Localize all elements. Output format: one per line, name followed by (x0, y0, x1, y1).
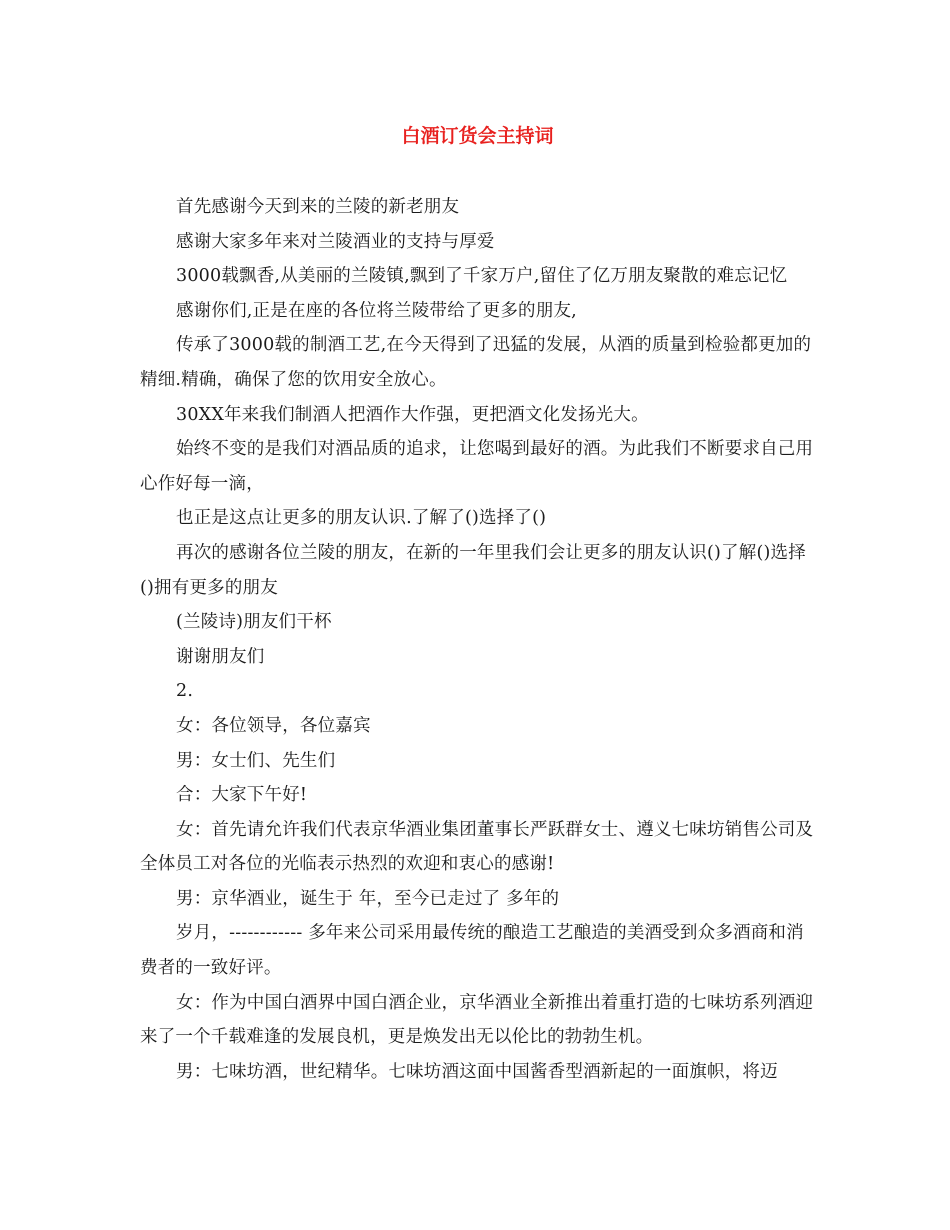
document-page (140, 118, 815, 1089)
paragraph: (兰陵诗)朋友们干杯 (176, 612, 332, 633)
paragraph: 男：京华酒业，诞生于 年，至今已走过了 多年的 (176, 888, 560, 909)
paragraph: 首先感谢今天到来的兰陵的新老朋友 (176, 197, 460, 217)
paragraph: 传承了3000载的制酒工艺,在今天得到了迅猛的发展，从酒的质量到检验都更加的精细.精确，确保了您的饮用安全放心。 (140, 335, 812, 390)
paragraph: 岁月，------------ 多年来公司采用最传统的酿造工艺酿造的美酒受到众多酒商和消费者的一致好评。 (140, 923, 804, 979)
paragraph: 合：大家下午好! (176, 785, 308, 806)
document-title: 白酒订货会主持词 (401, 125, 554, 147)
paragraph: 也正是这点让更多的朋友认识.了解了()选择了() (176, 508, 547, 529)
paragraph: 感谢大家多年来对兰陵酒业的支持与厚爱 (176, 231, 495, 252)
paragraph: 女：作为中国白酒界中国白酒企业，京华酒业全新推出着重打造的七味坊系列酒迎来了一个千载难逢的发展良机，更是焕发出无以伦比的勃勃生机。 (140, 992, 814, 1048)
paragraph: 谢谢朋友们 (176, 646, 265, 667)
paragraph: 女：首先请允许我们代表京华酒业集团董事长严跃群女士、遵义七味坊销售公司及全体员工对各位的光临表示热烈的欢迎和衷心的感谢! (140, 819, 814, 875)
paragraph: 2. (176, 681, 194, 702)
paragraph: 再次的感谢各位兰陵的朋友，在新的一年里我们会让更多的朋友认识()了解()选择()拥有更多的朋友 (140, 542, 806, 598)
paragraph: 感谢你们,正是在座的各位将兰陵带给了更多的朋友, (176, 300, 577, 321)
document-body (140, 190, 815, 1089)
paragraph: 始终不变的是我们对酒品质的追求，让您喝到最好的酒。为此我们不断要求自己用心作好每一滴， (140, 439, 814, 494)
paragraph: 男：七味坊酒，世纪精华。七味坊酒这面中国酱香型酒新起的一面旗帜，将迈 (176, 1061, 778, 1082)
paragraph: 3000载飘香,从美丽的兰陵镇,飘到了千家万户,留住了亿万朋友聚散的难忘记忆 (176, 266, 788, 287)
paragraph: 女：各位领导，各位嘉宾 (176, 715, 371, 736)
paragraph: 男：女士们、先生们 (176, 750, 336, 771)
paragraph: 30XX年来我们制酒人把酒作大作强，更把酒文化发扬光大。 (176, 404, 649, 425)
